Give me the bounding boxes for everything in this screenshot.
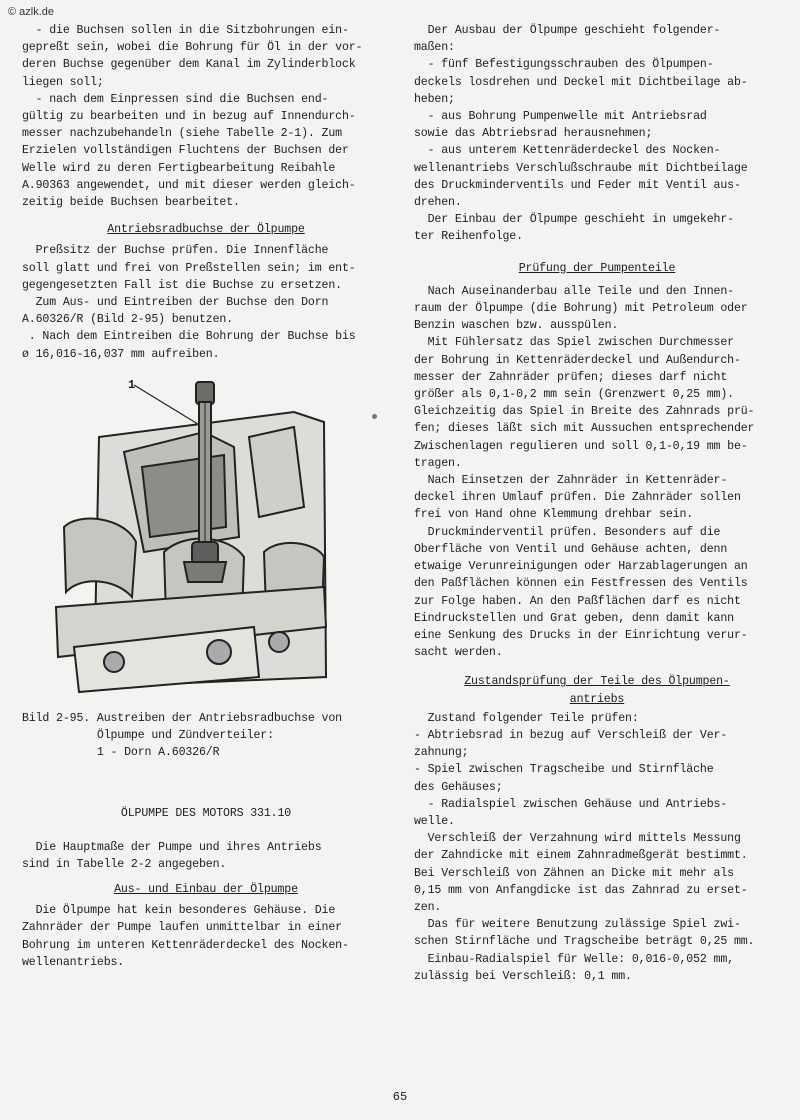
text-line: Oberfläche von Ventil und Gehäuse achten, denn	[414, 542, 728, 556]
text-line: Nach Einsetzen der Zahnräder in Kettenräder-	[414, 474, 728, 488]
text-line: - aus unterem Kettenräderdeckel des Nocken-	[414, 144, 721, 158]
heading-check: Prüfung der Pumpenteile	[518, 261, 676, 275]
right-column	[414, 22, 780, 985]
text-line: Zwischenlagen regulieren und soll 0,1-0,19 mm be-	[414, 439, 748, 453]
text-line: - die Buchsen sollen in die Sitzbohrungen ein-	[22, 24, 349, 37]
text-line: tragen.	[414, 456, 462, 470]
text-line: Nach Auseinanderbau alle Teile und den Innen-	[414, 284, 734, 298]
bushing-paragraph	[22, 242, 390, 362]
text-line: Bohrung im unteren Kettenräderdeckel des Nocken-	[22, 938, 349, 952]
text-line: etwaige Verunreinigungen oder Harzablagerungen an	[414, 560, 748, 574]
text-line: messer nachzubehandeln (siehe Tabelle 2-1). Zum	[22, 127, 342, 141]
text-line: zur Folge haben. An den Paßflächen darf es nicht	[414, 594, 741, 608]
text-line: sind in Tabelle 2-2 angegeben.	[22, 857, 227, 871]
text-line: deckels losdrehen und Deckel mit Dichtbeilage ab-	[414, 75, 748, 89]
text-line: 0,15 mm von Anfangdicke ist das Zahnrad zu erset-	[414, 883, 748, 897]
text-line: den Paßflächen können ein Festfressen des Ventils	[414, 577, 748, 591]
text-line: . Nach dem Eintreiben die Bohrung der Buchse bis	[22, 330, 356, 344]
text-line: eine Senkung des Drucks in der Einrichtung verur-	[414, 628, 748, 642]
text-line: Zum Aus- und Eintreiben der Buchse den Dorn	[22, 296, 329, 310]
text-line: ø 16,016-16,037 mm aufreiben.	[22, 347, 220, 361]
text-line: Benzin waschen bzw. ausspülen.	[414, 319, 619, 333]
text-line: zahnung;	[414, 746, 469, 760]
text-line: drehen.	[414, 196, 462, 210]
text-line: Gleichzeitig das Spiel in Breite des Zahnrads prü-	[414, 405, 755, 419]
engine-block-illustration	[54, 377, 329, 702]
drive-paragraph	[414, 710, 780, 985]
caption-line: Ölpumpe und Zündverteiler:	[22, 729, 274, 743]
text-line: gepreßt sein, wobei die Bohrung für Öl in der vor-	[22, 41, 363, 55]
text-line: Eindruckstellen und Grat geben, denn damit kann	[414, 611, 734, 625]
text-line: messer der Zahnräder prüfen; dieses darf nicht	[414, 370, 728, 384]
text-line: deckel ihren Umlauf prüfen. Die Zahnräder sollen	[414, 491, 741, 505]
text-line: Verschleiß der Verzahnung wird mittels Messung	[414, 832, 741, 846]
text-line: liegen soll;	[22, 75, 104, 89]
text-line: - Spiel zwischen Tragscheibe und Stirnfläche	[414, 763, 714, 777]
disassembly-paragraph	[414, 22, 780, 246]
text-line: Mit Fühlersatz das Spiel zwischen Durchmesser	[414, 336, 734, 350]
drift-tool-drawing	[54, 377, 329, 702]
text-line: Zustand folgender Teile prüfen:	[414, 711, 639, 725]
text-line: Erzielen vollständigen Fluchtens der Buchsen der	[22, 144, 349, 158]
heading-drive-line: antriebs	[569, 692, 625, 706]
caption-line: 1 - Dorn A.60326/R	[22, 746, 220, 760]
text-line: fen; dieses läßt sich mit Aussuchen entsprechender	[414, 422, 755, 436]
text-line: des Druckminderventils und Feder mit Ventil aus-	[414, 178, 741, 192]
text-line: Die Hauptmaße der Pumpe und ihres Antriebs	[22, 840, 322, 854]
text-line: gegengesetzten Fall ist die Buchse zu ersetzen.	[22, 278, 342, 292]
text-line: gültig zu bearbeiten und in bezug auf Innendurch-	[22, 110, 356, 124]
text-line: zeitig beide Buchsen bearbeitet.	[22, 196, 240, 210]
intro-paragraph	[22, 22, 390, 211]
text-line: Die Ölpumpe hat kein besonderes Gehäuse. Die	[22, 904, 336, 918]
text-line: des Gehäuses;	[414, 780, 503, 794]
text-line: zen.	[414, 900, 442, 914]
removal-paragraph	[22, 902, 390, 971]
text-line: maßen:	[414, 41, 455, 55]
heading-drive	[414, 673, 780, 707]
text-line: raum der Ölpumpe (die Bohrung) mit Petroleum oder	[414, 302, 748, 316]
text-line: Der Ausbau der Ölpumpe geschieht folgender-	[414, 24, 721, 37]
text-line: - fünf Befestigungsschrauben des Ölpumpen-	[414, 58, 714, 72]
text-line: Druckminderventil prüfen. Besonders auf die	[414, 525, 721, 539]
watermark: © azlk.de	[8, 6, 55, 18]
text-line: - nach dem Einpressen sind die Buchsen end-	[22, 92, 329, 106]
figure-callout-label: 1	[128, 377, 136, 392]
text-line: Preßsitz der Buchse prüfen. Die Innenfläche	[22, 244, 329, 258]
text-line: deren Buchse gegenüber dem Kanal im Zylinderblock	[22, 58, 356, 72]
text-line: heben;	[414, 92, 455, 106]
text-line: frei von Hand ohne Klemmung drehbar sein.	[414, 508, 694, 522]
text-line: A.90363 angewendet, und mit dieser werden gleich-	[22, 178, 356, 192]
stray-dot	[372, 414, 377, 419]
heading-drive-line: Zustandsprüfung der Teile des Ölpumpen-	[464, 675, 730, 689]
text-line: - aus Bohrung Pumpenwelle mit Antriebsrad	[414, 110, 707, 124]
caption-line: Bild 2-95. Austreiben der Antriebsradbuchse von	[22, 711, 342, 725]
check-paragraph	[414, 283, 780, 661]
text-line: wellenantriebs.	[22, 955, 125, 969]
text-line: Das für weitere Benutzung zulässige Spiel zwi-	[414, 918, 741, 932]
text-line: Der Einbau der Ölpumpe geschieht in umgekehr-	[414, 213, 734, 227]
text-line: der Zahndicke mit einem Zahnradmeßgerät bestimmt.	[414, 849, 748, 863]
page-number: 65	[392, 1090, 408, 1104]
heading-bushing: Antriebsradbuchse der Ölpumpe	[107, 223, 305, 237]
left-column	[22, 22, 390, 971]
text-line: welle.	[414, 814, 455, 828]
text-line: - Radialspiel zwischen Gehäuse und Antriebs-	[414, 797, 728, 811]
heading-removal: Aus- und Einbau der Ölpumpe	[114, 883, 298, 897]
text-line: Einbau-Radialspiel für Welle: 0,016-0,052 mm,	[414, 952, 734, 966]
text-line: soll glatt und frei von Preßstellen sein; im ent-	[22, 261, 356, 275]
figure-caption	[22, 710, 390, 762]
text-line: der Bohrung in Kettenräderdeckel und Außendurch-	[414, 353, 741, 367]
text-line: sacht werden.	[414, 646, 503, 660]
text-line: zulässig bei Verschleiß: 0,1 mm.	[414, 969, 632, 983]
dimensions-paragraph	[22, 839, 390, 873]
text-line: wellenantriebs Verschlußschraube mit Dichtbeilage	[414, 161, 748, 175]
text-line: A.60326/R (Bild 2-95) benutzen.	[22, 313, 234, 327]
text-line: ter Reihenfolge.	[414, 230, 523, 244]
text-line: Bei Verschleiß von Zähnen an Dicke mit mehr als	[414, 866, 734, 880]
text-line: schen Stirnfläche und Tragscheibe beträgt 0,25 mm.	[414, 935, 755, 949]
text-line: - Abtriebsrad in bezug auf Verschleiß der Ver-	[414, 728, 728, 742]
text-line: größer als 0,1-0,2 mm sein (Grenzwert 0,25 mm).	[414, 388, 734, 402]
text-line: Zahnräder der Pumpe laufen unmittelbar in einer	[22, 921, 342, 935]
text-line: Welle wird zu deren Fertigbearbeitung Reibahle	[22, 161, 336, 175]
text-line: sowie das Abtriebsrad herausnehmen;	[414, 127, 653, 141]
section-title: ÖLPUMPE DES MOTORS 331.10	[120, 807, 292, 821]
